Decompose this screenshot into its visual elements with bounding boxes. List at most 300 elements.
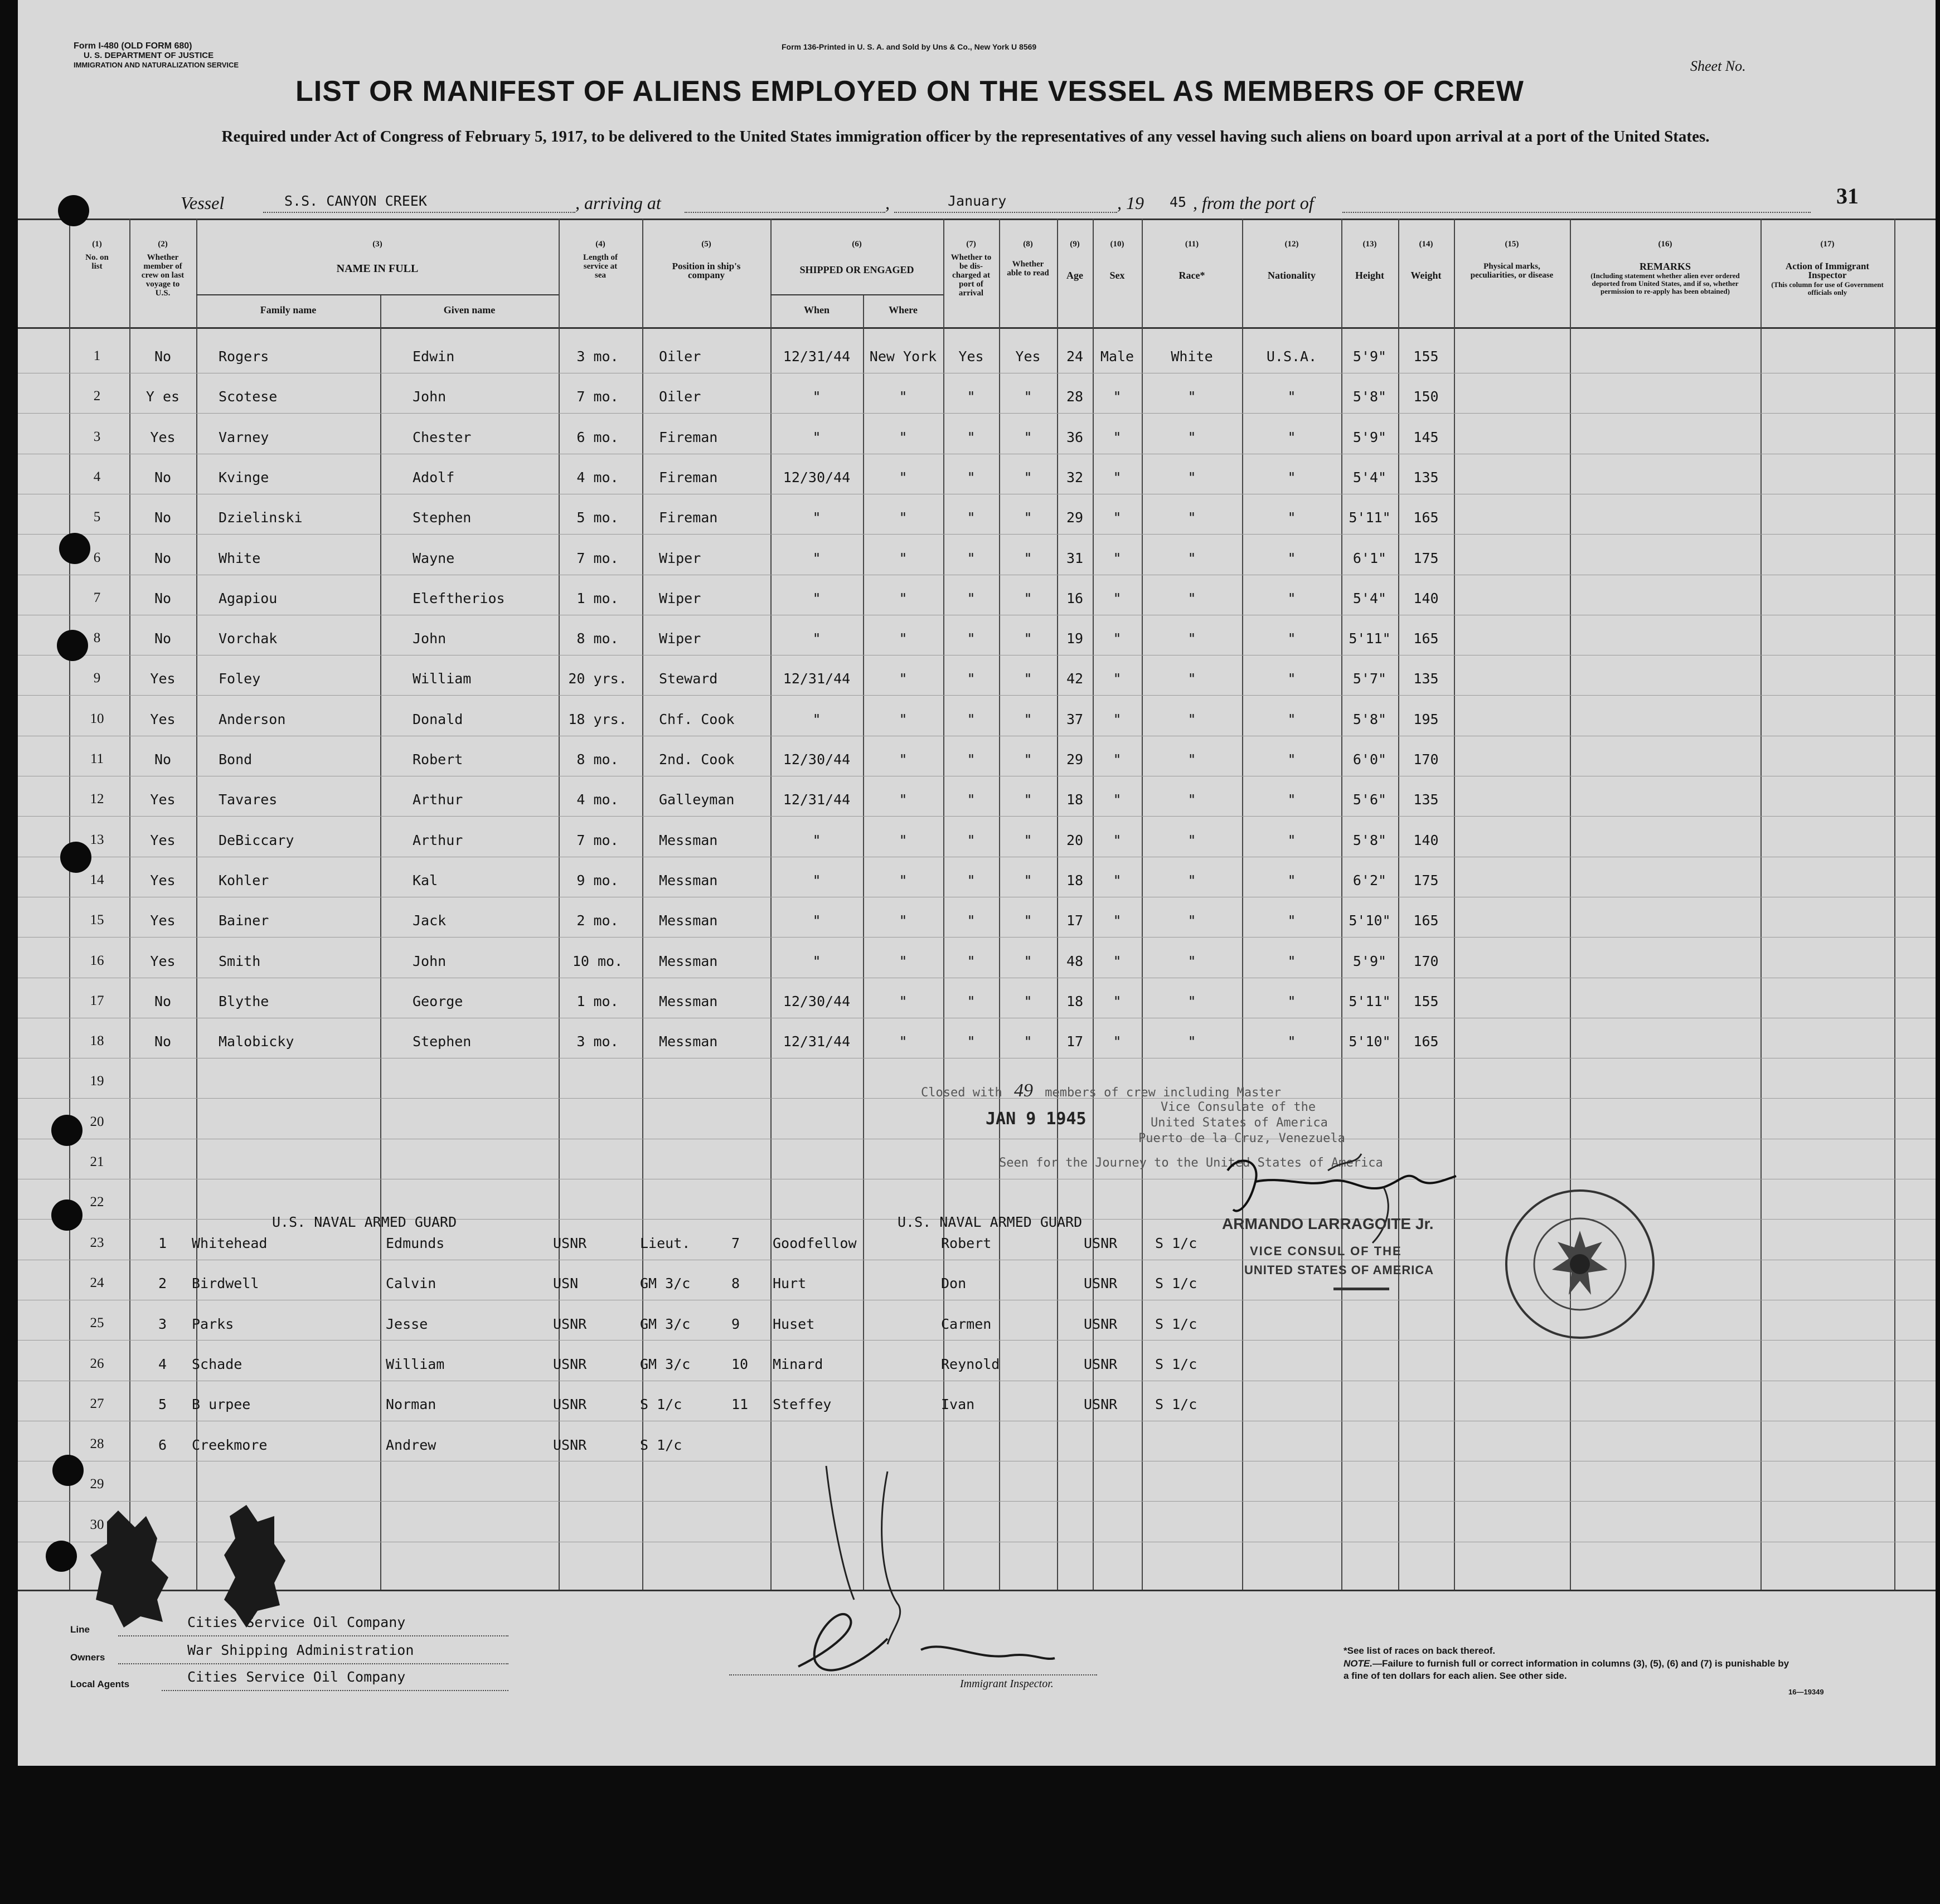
position-cell: Fireman: [659, 469, 718, 485]
nationality-cell: ": [1287, 550, 1296, 566]
consul-signature-graphic: [1216, 1148, 1506, 1249]
column-rule: [559, 218, 560, 1590]
col7-label: Whether to be dis-charged at port of arrival: [950, 253, 992, 298]
family-name-cell: Bainer: [219, 912, 269, 929]
row-number: 26: [90, 1356, 104, 1371]
shipped-when-cell: 12/31/44: [783, 348, 851, 365]
arrival-year: 45: [1170, 194, 1187, 210]
age-cell: 28: [1066, 388, 1084, 405]
shipped-when-cell: ": [812, 872, 821, 888]
prev-voyage-cell: No: [154, 590, 172, 606]
height-cell: 5'4": [1352, 469, 1387, 485]
given-name-cell: Eleftherios: [413, 590, 505, 606]
binder-hole: [57, 630, 88, 661]
weight-cell: 165: [1413, 1033, 1439, 1050]
row-number: 27: [90, 1396, 104, 1411]
consul-underline: [1333, 1288, 1389, 1290]
shipped-where-cell: ": [899, 953, 908, 969]
given-name-cell: Stephen: [413, 1033, 472, 1050]
form-number: Form I-480 (OLD FORM 680): [74, 41, 192, 51]
position-cell: Messman: [659, 993, 718, 1009]
age-cell: 18: [1066, 872, 1084, 888]
binder-hole: [51, 1199, 83, 1231]
nationality-cell: ": [1287, 953, 1296, 969]
col4-header: [559, 240, 642, 280]
binder-hole: [51, 1115, 83, 1146]
position-cell: Messman: [659, 953, 718, 969]
given-name-cell: William: [413, 671, 472, 687]
shipped-when-cell: ": [812, 832, 821, 848]
weight-cell: 175: [1413, 872, 1439, 888]
nationality-cell: ": [1287, 751, 1296, 768]
able-to-read-cell: ": [1024, 388, 1032, 405]
sex-cell: ": [1113, 751, 1122, 768]
guard-branch: USNR: [1084, 1356, 1118, 1372]
family-name-cell: Smith: [219, 953, 261, 969]
vessel-label: Vessel: [181, 193, 225, 213]
sex-cell: ": [1113, 993, 1122, 1009]
race-cell: ": [1187, 872, 1196, 888]
col13-label: Height: [1355, 270, 1384, 281]
nationality-cell: ": [1287, 509, 1296, 526]
able-to-read-cell: ": [1024, 550, 1032, 566]
arrival-month: January: [948, 193, 1007, 209]
weight-cell: 155: [1413, 348, 1439, 365]
given-name-cell: Wayne: [413, 550, 455, 566]
able-to-read-cell: ": [1024, 751, 1032, 768]
prev-voyage-cell: Yes: [150, 912, 176, 929]
col15-label: Physical marks, peculiarities, or disease: [1470, 262, 1554, 280]
shipped-where-cell: ": [899, 550, 908, 566]
race-cell: ": [1187, 832, 1196, 848]
prev-voyage-cell: No: [154, 348, 172, 365]
guard-number: 6: [158, 1437, 167, 1453]
service-length-cell: 10 mo.: [572, 953, 623, 969]
when-header: When: [803, 304, 830, 315]
height-cell: 5'4": [1352, 590, 1387, 606]
guard-branch: USNR: [553, 1396, 587, 1412]
given-name-cell: Edwin: [413, 348, 455, 365]
shipped-where-cell: ": [899, 429, 908, 445]
discharged-cell: ": [967, 1033, 976, 1050]
sex-cell: ": [1113, 791, 1122, 808]
weight-cell: 150: [1413, 388, 1439, 405]
nationality-cell: ": [1287, 912, 1296, 929]
guard-number: 8: [731, 1275, 740, 1291]
date-stamp: JAN 9 1945: [986, 1109, 1087, 1129]
service-length-cell: 7 mo.: [576, 550, 619, 566]
able-to-read-cell: ": [1024, 953, 1032, 969]
prev-voyage-cell: Yes: [150, 872, 176, 888]
prev-voyage-cell: Yes: [150, 711, 176, 727]
guard-rank: Lieut.: [640, 1235, 691, 1251]
service-length-cell: 6 mo.: [576, 429, 619, 445]
owners-value: War Shipping Administration: [187, 1642, 414, 1658]
guard-branch: USN: [553, 1275, 579, 1291]
guard-family-name: Birdwell: [192, 1275, 259, 1291]
race-cell: ": [1187, 791, 1196, 808]
shipped-where-cell: ": [899, 590, 908, 606]
height-cell: 5'8": [1352, 388, 1387, 405]
age-cell: 19: [1066, 630, 1084, 647]
position-cell: Messman: [659, 1033, 718, 1050]
seen-for-journey-stamp: Seen for the Journey to the United States of America: [999, 1156, 1383, 1170]
discharged-cell: ": [967, 509, 976, 526]
position-cell: Messman: [659, 832, 718, 848]
weight-cell: 135: [1413, 671, 1439, 687]
weight-cell: 140: [1413, 590, 1439, 606]
age-cell: 36: [1066, 429, 1084, 445]
column-rule: [1142, 218, 1143, 1590]
nationality-cell: ": [1287, 872, 1296, 888]
col11-label: Race*: [1178, 270, 1205, 281]
discharged-cell: ": [967, 832, 976, 848]
column-rule: [1454, 218, 1455, 1590]
col12-header: [1242, 240, 1341, 280]
shipped-when-cell: 12/30/44: [783, 993, 851, 1009]
age-cell: 20: [1066, 832, 1084, 848]
able-to-read-cell: ": [1024, 872, 1032, 888]
col12-num: (12): [1284, 240, 1299, 249]
height-cell: 5'10": [1349, 912, 1391, 929]
height-cell: 5'11": [1349, 993, 1391, 1009]
guard-family-name: Hurt: [773, 1275, 807, 1291]
age-cell: 18: [1066, 791, 1084, 808]
guard-rank: S 1/c: [1155, 1356, 1197, 1372]
discharged-cell: ": [967, 550, 976, 566]
row-number: 15: [90, 912, 104, 927]
service-length-cell: 1 mo.: [576, 590, 619, 606]
shipped-when-cell: 12/30/44: [783, 751, 851, 768]
agents-label: Local Agents: [70, 1679, 130, 1689]
family-name-cell: Foley: [219, 671, 261, 687]
col9-label: Age: [1066, 270, 1083, 281]
height-cell: 5'8": [1352, 832, 1387, 848]
col7-num: (7): [966, 240, 976, 249]
weight-cell: 165: [1413, 509, 1439, 526]
shipped-where-cell: ": [899, 791, 908, 808]
sex-cell: ": [1113, 630, 1122, 647]
col2-label: Whether member of crew on last voyage to U.S.: [141, 253, 185, 298]
position-cell: Fireman: [659, 429, 718, 445]
guard-number: 11: [731, 1396, 749, 1412]
sheet-label: Sheet No.: [1690, 58, 1746, 74]
family-name-cell: Bond: [219, 751, 253, 768]
guard-given-name: Edmunds: [386, 1235, 445, 1251]
table-top-rule: [18, 218, 1936, 220]
closed-prefix: Closed with: [921, 1086, 1002, 1100]
wax-seal-blot-icon: [85, 1505, 319, 1633]
row-number: 21: [90, 1154, 104, 1169]
col1-label: No. on list: [85, 253, 109, 271]
col3-header: [196, 240, 559, 273]
family-name-header: Family name: [260, 304, 317, 315]
col10-num: (10): [1110, 240, 1124, 249]
line-value: Cities Service Oil Company: [187, 1614, 406, 1630]
guard-number: 10: [731, 1356, 749, 1372]
col2-num: (2): [158, 240, 168, 249]
nationality-cell: ": [1287, 469, 1296, 485]
col10-label: Sex: [1109, 270, 1125, 281]
family-name-cell: Varney: [219, 429, 269, 445]
shipped-where-cell: ": [899, 993, 908, 1009]
col16-num: (16): [1658, 240, 1672, 249]
position-cell: 2nd. Cook: [659, 751, 735, 768]
col16-note: (Including statement whether alien ever ordered deported from United States, and if so, whether permission to re-apply has been obtained): [1590, 271, 1740, 295]
discharged-cell: ": [967, 671, 976, 687]
header-bottom-rule: [18, 327, 1936, 329]
guard-given-name: Robert: [941, 1235, 992, 1251]
discharged-cell: ": [967, 429, 976, 445]
col13-num: (13): [1362, 240, 1377, 249]
family-name-cell: Kohler: [219, 872, 269, 888]
row-number: 13: [90, 832, 104, 847]
guard-given-name: Calvin: [386, 1275, 437, 1291]
sex-cell: ": [1113, 671, 1122, 687]
discharged-cell: ": [967, 993, 976, 1009]
shipped-when-cell: ": [812, 388, 821, 405]
discharged-cell: ": [967, 912, 976, 929]
penalty-note: [1344, 1658, 1789, 1682]
family-name-cell: Rogers: [219, 348, 269, 365]
able-to-read-cell: ": [1024, 429, 1032, 445]
guard-rank: S 1/c: [640, 1437, 682, 1453]
service-length-cell: 20 yrs.: [568, 671, 627, 687]
month-blank-line: [894, 212, 1117, 213]
column-rule: [129, 218, 130, 1590]
prev-voyage-cell: Yes: [150, 429, 176, 445]
shipped-when-cell: 12/31/44: [783, 791, 851, 808]
weight-cell: 165: [1413, 912, 1439, 929]
guard-family-name: B urpee: [192, 1396, 251, 1412]
given-name-cell: Arthur: [413, 832, 463, 848]
weight-cell: 170: [1413, 751, 1439, 768]
position-cell: Oiler: [659, 348, 701, 365]
given-name-header: Given name: [443, 304, 496, 315]
col11-header: [1142, 240, 1242, 280]
row-number: 2: [93, 388, 101, 404]
family-name-cell: Agapiou: [219, 590, 278, 606]
nationality-cell: ": [1287, 791, 1296, 808]
row-rule: [18, 816, 1936, 817]
agents-blank: [162, 1690, 508, 1691]
service-length-cell: 18 yrs.: [568, 711, 627, 727]
position-cell: Wiper: [659, 630, 701, 647]
row-number: 5: [93, 509, 101, 524]
weight-cell: 170: [1413, 953, 1439, 969]
guard-branch: USNR: [1084, 1316, 1118, 1332]
naval-guard-heading-right: U.S. NAVAL ARMED GUARD: [898, 1214, 1083, 1230]
race-cell: White: [1171, 348, 1213, 365]
sex-cell: ": [1113, 590, 1122, 606]
inspector-label: Immigrant Inspector.: [960, 1678, 1054, 1690]
guard-family-name: Steffey: [773, 1396, 832, 1412]
row-rule: [18, 695, 1936, 696]
col16-header: [1570, 240, 1760, 295]
given-name-cell: John: [413, 953, 447, 969]
race-cell: ": [1187, 550, 1196, 566]
nationality-cell: ": [1287, 711, 1296, 727]
sex-cell: ": [1113, 912, 1122, 929]
manifest-sheet: [18, 0, 1936, 1766]
col6-split-rule: [770, 294, 943, 295]
column-rule: [999, 218, 1000, 1590]
sex-cell: ": [1113, 711, 1122, 727]
line-label: Line: [70, 1624, 90, 1635]
service-length-cell: 2 mo.: [576, 912, 619, 929]
age-cell: 42: [1066, 671, 1084, 687]
column-rule: [1057, 218, 1058, 1590]
able-to-read-cell: ": [1024, 832, 1032, 848]
height-cell: 6'1": [1352, 550, 1387, 566]
race-cell: ": [1187, 630, 1196, 647]
col17-label: Action of Immigrant Inspector: [1785, 261, 1870, 280]
able-to-read-cell: ": [1024, 509, 1032, 526]
row-number: 10: [90, 711, 104, 726]
given-name-cell: Adolf: [413, 469, 455, 485]
col14-num: (14): [1419, 240, 1433, 249]
race-cell: ": [1187, 1033, 1196, 1050]
sex-cell: ": [1113, 429, 1122, 445]
given-name-cell: Jack: [413, 912, 447, 929]
given-name-cell: Kal: [413, 872, 438, 888]
col15-num: (15): [1505, 240, 1519, 249]
guard-given-name: William: [386, 1356, 445, 1372]
nationality-cell: ": [1287, 832, 1296, 848]
guard-rank: S 1/c: [1155, 1396, 1197, 1412]
guard-family-name: Parks: [192, 1316, 234, 1332]
race-cell: ": [1187, 509, 1196, 526]
column-rule: [196, 218, 197, 1590]
col8-label: Whether able to read: [1007, 260, 1049, 278]
guard-branch: USNR: [1084, 1396, 1118, 1412]
guard-given-name: Jesse: [386, 1316, 428, 1332]
weight-cell: 155: [1413, 993, 1439, 1009]
able-to-read-cell: ": [1024, 711, 1032, 727]
prev-voyage-cell: No: [154, 550, 172, 566]
owners-blank: [118, 1663, 508, 1664]
shipped-when-cell: 12/30/44: [783, 469, 851, 485]
race-cell: ": [1187, 590, 1196, 606]
col8-header: [999, 240, 1057, 278]
col1-header: [69, 240, 125, 271]
comma-sep: ,: [885, 193, 890, 213]
able-to-read-cell: ": [1024, 1033, 1032, 1050]
age-cell: 32: [1066, 469, 1084, 485]
closed-suffix: members of crew including Master: [1045, 1086, 1282, 1100]
col3-num: (3): [372, 240, 382, 249]
vice-consulate-stamp-3: Puerto de la Cruz, Venezuela: [1138, 1131, 1345, 1145]
guard-family-name: Creekmore: [192, 1437, 268, 1453]
col6-label: SHIPPED OR ENGAGED: [799, 264, 914, 275]
guard-number: 3: [158, 1316, 167, 1332]
age-cell: 18: [1066, 993, 1084, 1009]
weight-cell: 175: [1413, 550, 1439, 566]
guard-family-name: Whitehead: [192, 1235, 268, 1251]
row-number: 18: [90, 1033, 104, 1048]
col11-num: (11): [1185, 240, 1199, 249]
age-cell: 37: [1066, 711, 1084, 727]
col4-num: (4): [595, 240, 605, 249]
col4-label: Length of service at sea: [583, 253, 618, 280]
position-cell: Wiper: [659, 590, 701, 606]
age-cell: 17: [1066, 912, 1084, 929]
position-cell: Galleyman: [659, 791, 735, 808]
guard-rank: S 1/c: [1155, 1316, 1197, 1332]
position-cell: Fireman: [659, 509, 718, 526]
guard-given-name: Don: [941, 1275, 967, 1291]
shipped-when-cell: ": [812, 912, 821, 929]
guard-family-name: Minard: [773, 1356, 823, 1372]
shipped-when-cell: ": [812, 711, 821, 727]
row-rule: [18, 534, 1936, 535]
race-cell: ": [1187, 429, 1196, 445]
shipped-when-cell: ": [812, 509, 821, 526]
shipped-where-cell: ": [899, 711, 908, 727]
discharged-cell: ": [967, 590, 976, 606]
sex-cell: ": [1113, 509, 1122, 526]
nationality-cell: ": [1287, 590, 1296, 606]
sex-cell: ": [1113, 832, 1122, 848]
row-rule: [18, 413, 1936, 414]
row-number: 24: [90, 1275, 104, 1290]
row-number: 16: [90, 953, 104, 968]
able-to-read-cell: ": [1024, 791, 1032, 808]
guard-family-name: Huset: [773, 1316, 815, 1332]
height-cell: 5'11": [1349, 630, 1391, 647]
col2-header: [129, 240, 196, 298]
races-note: *See list of races on back thereof.: [1344, 1645, 1496, 1656]
shipped-where-cell: ": [899, 388, 908, 405]
form-title: LIST OR MANIFEST OF ALIENS EMPLOYED ON THE VESSEL AS MEMBERS OF CREW: [295, 75, 1524, 108]
prev-voyage-cell: No: [154, 509, 172, 526]
row-number: 12: [90, 791, 104, 807]
row-number: 25: [90, 1315, 104, 1330]
col1-num: (1): [92, 240, 102, 249]
able-to-read-cell: ": [1024, 671, 1032, 687]
able-to-read-cell: ": [1024, 630, 1032, 647]
prev-voyage-cell: No: [154, 751, 172, 768]
height-cell: 5'9": [1352, 953, 1387, 969]
able-to-read-cell: ": [1024, 993, 1032, 1009]
race-cell: ": [1187, 671, 1196, 687]
column-rule: [1570, 218, 1571, 1590]
row-number: 23: [90, 1235, 104, 1250]
col17-header: [1760, 240, 1894, 297]
able-to-read-cell: ": [1024, 590, 1032, 606]
column-rule: [1093, 218, 1094, 1590]
nationality-cell: ": [1287, 993, 1296, 1009]
weight-cell: 165: [1413, 630, 1439, 647]
weight-cell: 145: [1413, 429, 1439, 445]
agents-value: Cities Service Oil Company: [187, 1669, 406, 1685]
vice-consulate-stamp-2: United States of America: [1151, 1116, 1328, 1130]
sex-cell: Male: [1100, 348, 1134, 365]
service-name: IMMIGRATION AND NATURALIZATION SERVICE: [74, 61, 239, 69]
col16-label: REMARKS: [1639, 261, 1691, 272]
family-name-cell: White: [219, 550, 261, 566]
column-rule: [770, 218, 772, 1590]
inspector-signature-line: [729, 1674, 1097, 1675]
guard-family-name: Schade: [192, 1356, 243, 1372]
column-rule: [69, 218, 70, 1590]
nationality-cell: ": [1287, 388, 1296, 405]
service-length-cell: 8 mo.: [576, 751, 619, 768]
shipped-where-cell: ": [899, 630, 908, 647]
row-number: 19: [90, 1074, 104, 1089]
shipped-where-cell: ": [899, 671, 908, 687]
guard-branch: USNR: [1084, 1235, 1118, 1251]
